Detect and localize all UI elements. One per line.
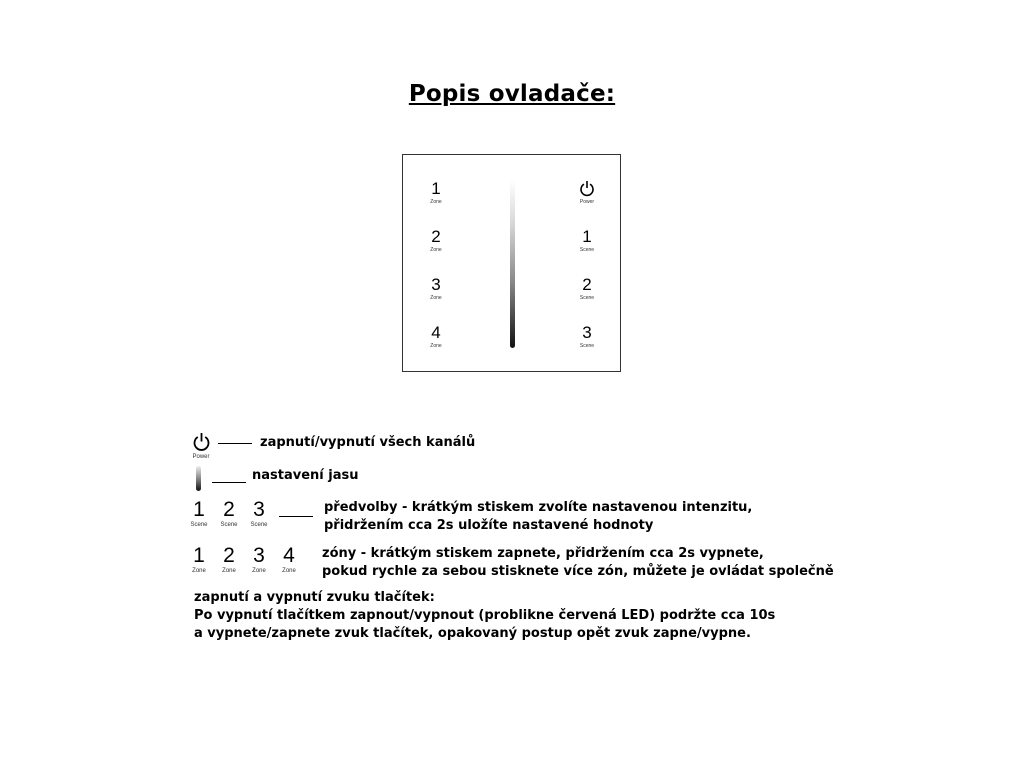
scene-number: 1 [193,498,205,521]
sound-note-heading: zapnutí a vypnutí zvuku tlačítek: [194,590,435,605]
zone-symbol [244,545,274,575]
scene-symbol [214,499,244,529]
page-title: Popis ovladače: [408,81,616,107]
zone-number: 2 [223,544,235,567]
sound-note-line-2: Po vypnutí tlačítkem zapnout/vypnout (problikne červená LED) podržte cca 10s [194,608,776,623]
legend-brightness [196,466,359,491]
zone-1-button[interactable] [416,180,456,205]
scene-number: 3 [582,323,592,342]
power-caption: Power [579,199,595,205]
scene-symbol [184,499,214,529]
legend-scenes-line-2: přidržením cca 2s uložíte nastavené hodnoty [324,518,654,533]
scene-number: 2 [223,498,235,521]
zone-4-button[interactable] [416,324,456,349]
zone-symbols [184,545,304,575]
zone-number: 3 [431,275,441,294]
leader-line [279,516,313,517]
zone-caption: Zone [252,568,266,574]
scene-symbols [184,499,274,529]
sound-note-line-3: a vypnete/zapnete zvuk tlačítek, opakovaný postup opět zvuk zapne/vypne. [194,626,751,641]
scene-caption: Scene [579,343,595,349]
power-button[interactable] [567,180,607,205]
brightness-slider[interactable] [510,180,515,348]
legend-zones [184,545,834,581]
zone-number: 3 [253,544,265,567]
legend-brightness-text: nastavení jasu [252,468,359,483]
zone-number: 1 [193,544,205,567]
power-caption: Power [192,454,210,460]
scene-caption: Scene [190,522,208,528]
zone-symbol [274,545,304,575]
zone-number: 4 [431,323,441,342]
remote-panel [402,154,621,372]
scene-2-button[interactable] [567,276,607,301]
zone-caption: Zone [430,343,442,349]
power-icon [192,432,211,452]
sound-note [194,589,775,643]
legend-scenes-text [324,499,752,535]
zone-symbol [214,545,244,575]
zone-caption: Zone [430,199,442,205]
legend-zones-line-1: zóny - krátkým stiskem zapnete, přidržením cca 2s vypnete, [322,546,764,561]
scene-caption: Scene [579,295,595,301]
zone-number: 2 [431,227,441,246]
legend-scenes-line-1: předvolby - krátkým stiskem zvolíte nastavenou intenzitu, [324,500,753,515]
scene-number: 2 [582,275,592,294]
scene-symbol [244,499,274,529]
scene-1-button[interactable] [567,228,607,253]
zone-caption: Zone [430,247,442,253]
zone-3-button[interactable] [416,276,456,301]
legend-zones-line-2: pokud rychle za sebou stisknete více zón, můžete je ovládat společně [322,564,834,579]
scene-caption: Scene [220,522,238,528]
power-icon [579,180,595,197]
leader-line [212,482,246,483]
zone-caption: Zone [192,568,206,574]
legend-power-symbol [186,432,216,461]
scene-number: 1 [582,227,592,246]
zone-number: 1 [431,179,441,198]
scene-3-button[interactable] [567,324,607,349]
zone-caption: Zone [430,295,442,301]
scene-number: 3 [253,498,265,521]
slider-icon [196,466,201,491]
scene-caption: Scene [579,247,595,253]
legend-zones-text [322,545,834,581]
zone-caption: Zone [282,568,296,574]
legend-scenes [184,499,752,535]
legend-power-text: zapnutí/vypnutí všech kanálů [260,435,476,450]
zone-caption: Zone [222,568,236,574]
legend-power [186,432,475,461]
zone-number: 4 [283,544,295,567]
scene-caption: Scene [250,522,268,528]
leader-line [218,443,252,444]
zone-2-button[interactable] [416,228,456,253]
zone-symbol [184,545,214,575]
